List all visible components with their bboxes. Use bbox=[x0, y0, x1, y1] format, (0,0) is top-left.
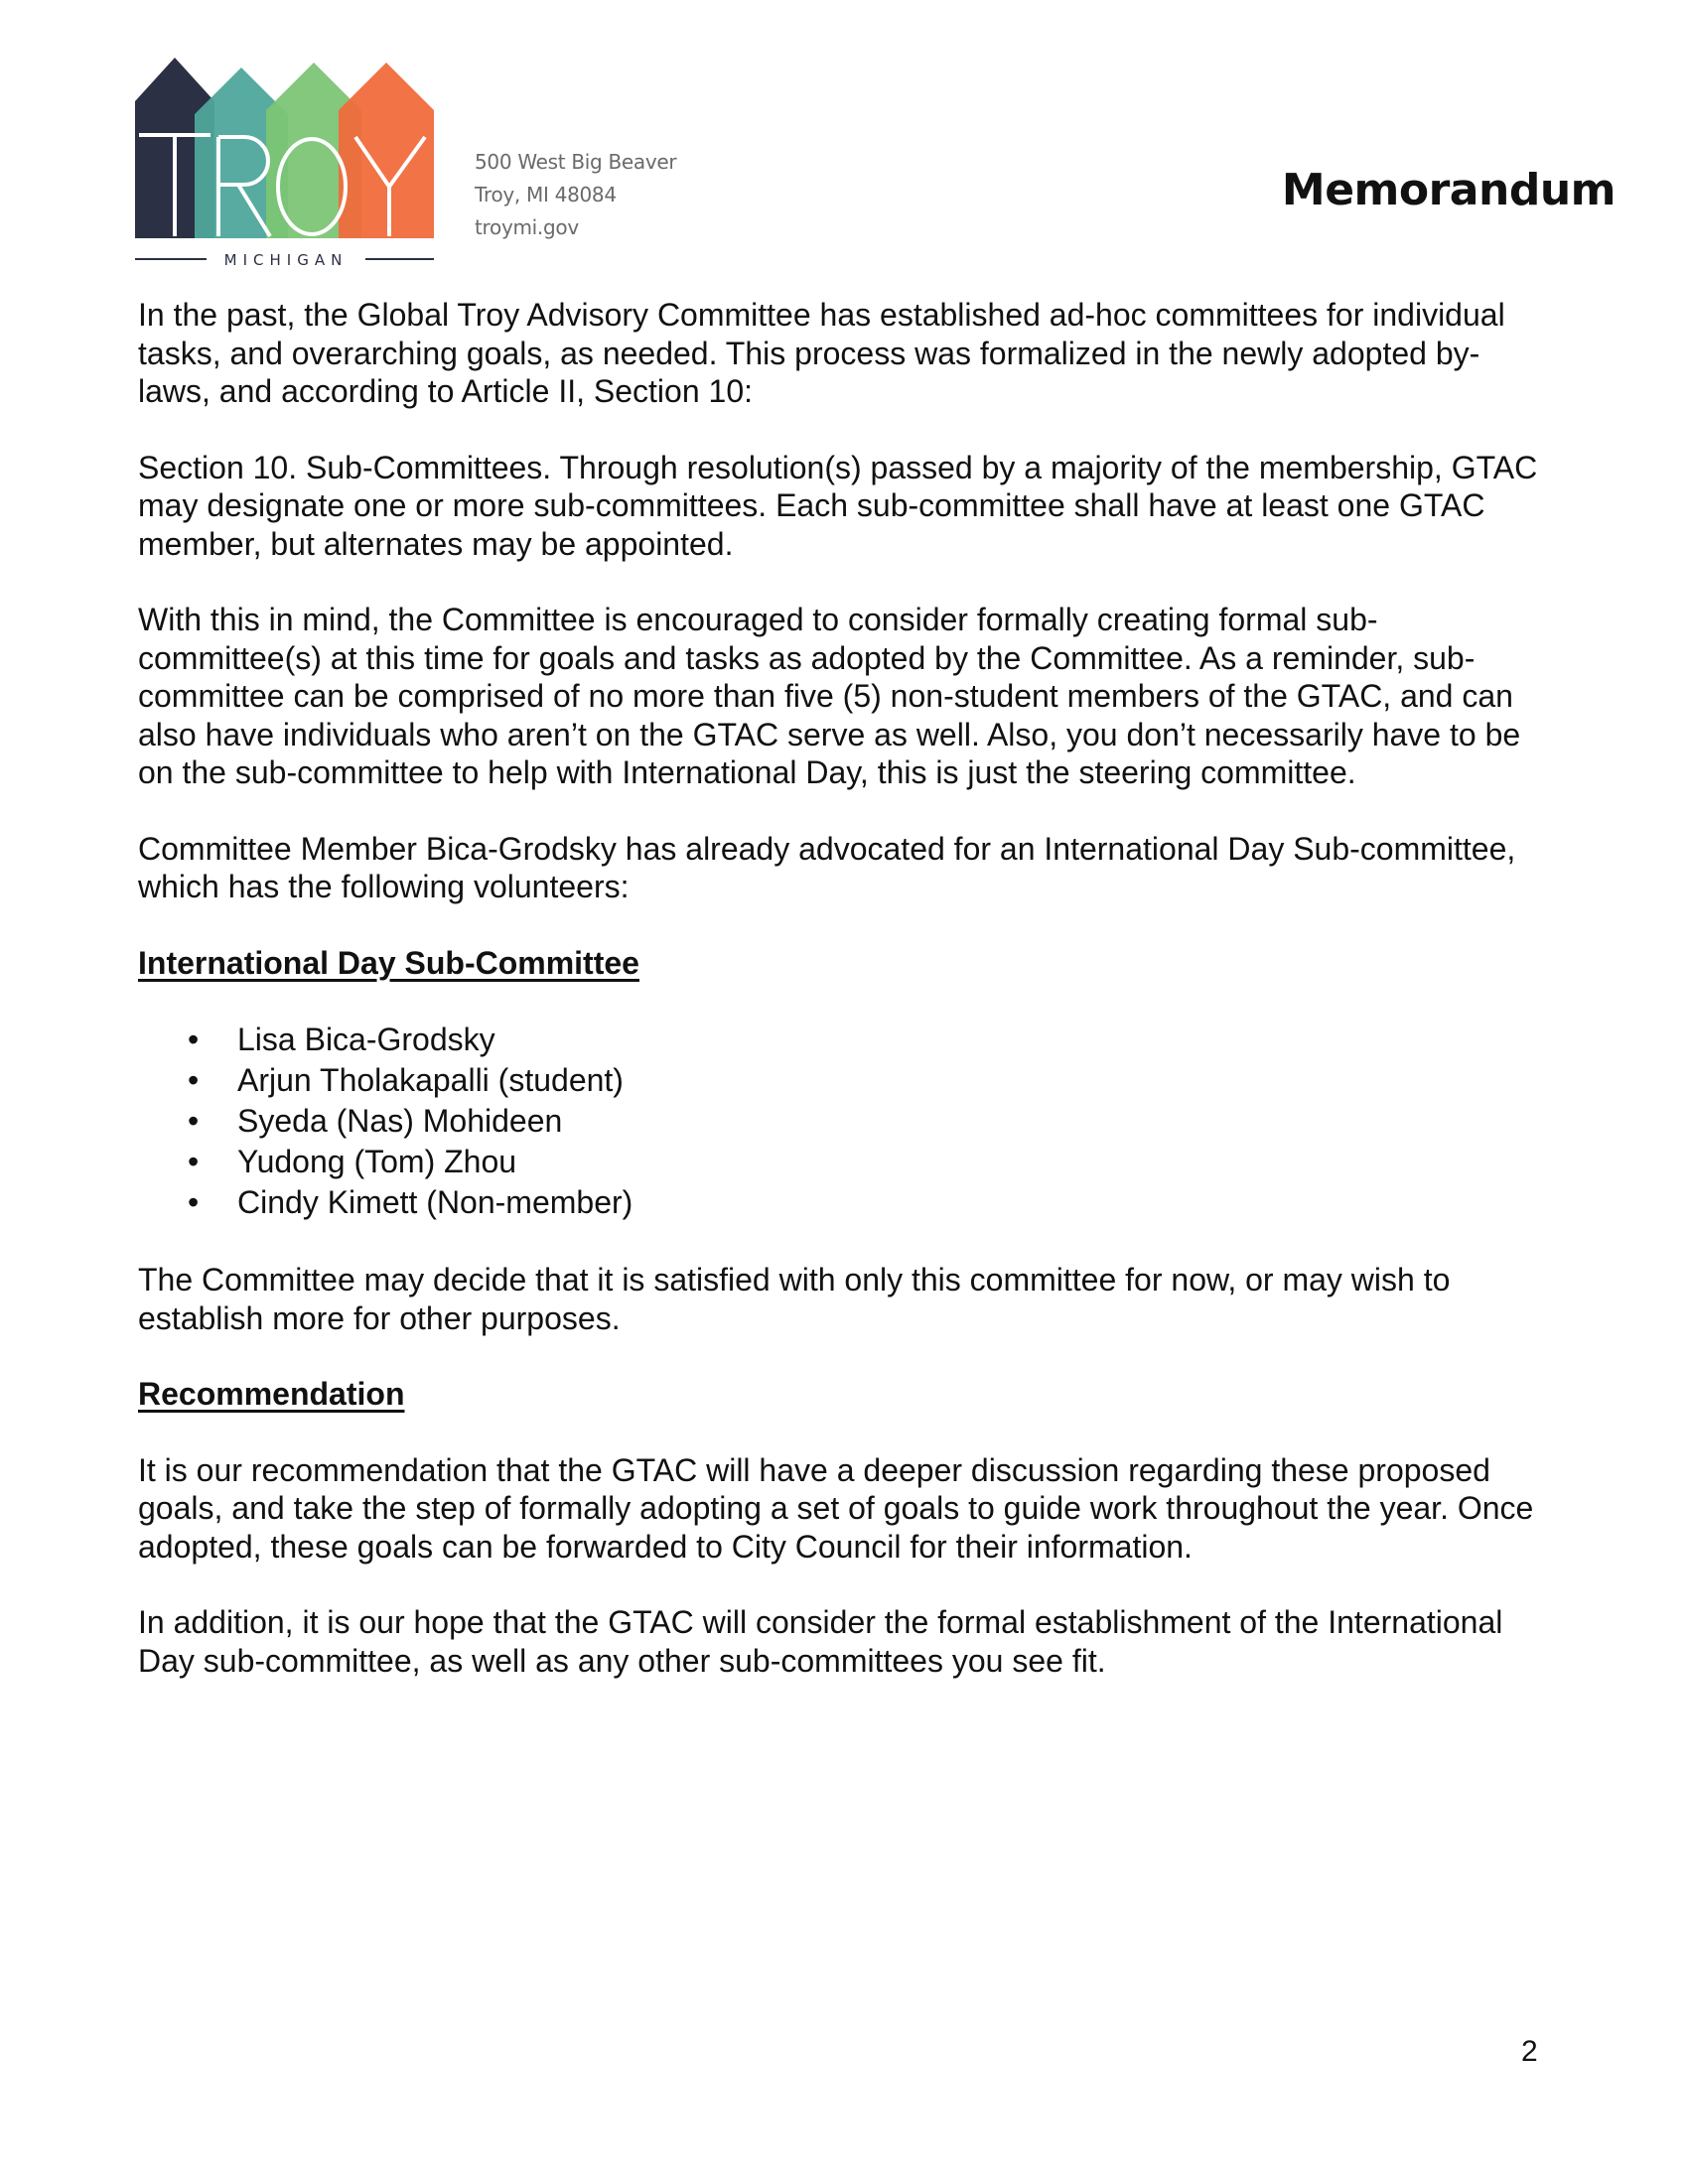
page-number: 2 bbox=[1521, 2035, 1538, 2068]
troy-michigan-logo bbox=[135, 58, 453, 272]
paragraph-volunteers-intro: Committee Member Bica-Grodsky has already advocated for an International Day Sub-committee, which has the following volunteers: bbox=[138, 830, 1516, 904]
volunteer-name: Arjun Tholakapalli (student) bbox=[237, 1062, 624, 1098]
volunteer-list bbox=[138, 1020, 1548, 1223]
address-line-street: 500 West Big Beaver bbox=[475, 150, 677, 174]
bullet-icon: • bbox=[188, 1103, 200, 1139]
address-line-city: Troy, MI 48084 bbox=[475, 183, 617, 206]
volunteer-name: Cindy Kimett (Non-member) bbox=[237, 1184, 633, 1220]
heading-recommendation: Recommendation bbox=[138, 1376, 405, 1412]
logo-michigan-text: MICHIGAN bbox=[223, 251, 349, 269]
volunteer-name: Lisa Bica-Grodsky bbox=[237, 1022, 495, 1057]
address-block bbox=[475, 146, 676, 244]
volunteer-name: Syeda (Nas) Mohideen bbox=[237, 1103, 563, 1139]
heading-international-day: International Day Sub-Committee bbox=[138, 944, 639, 981]
list-item bbox=[138, 1142, 1548, 1182]
memo-title: Memorandum bbox=[1281, 165, 1616, 215]
list-item bbox=[138, 1060, 1548, 1101]
list-item bbox=[138, 1020, 1548, 1060]
address-line-website: troymi.gov bbox=[475, 215, 579, 239]
bylaws-quote: Section 10. Sub-Committees. Through resolution(s) passed by a majority of the membership, GTAC may designate one or more sub-committees. Each sub-committee shall have at least one GTAC member, but alternates may be appointed. bbox=[138, 449, 1538, 562]
list-item bbox=[138, 1182, 1548, 1223]
bullet-icon: • bbox=[188, 1184, 200, 1220]
bullet-icon: • bbox=[188, 1062, 200, 1098]
bullet-icon: • bbox=[188, 1144, 200, 1179]
volunteer-name: Yudong (Tom) Zhou bbox=[237, 1144, 517, 1179]
logo-house-orange bbox=[339, 63, 434, 238]
intro-paragraph: In the past, the Global Troy Advisory Committee has established ad-hoc committees for individual tasks, and overarching goals, as needed. This process was formalized in the newly adopted by-laws, and according to Article II, Section 10: bbox=[138, 297, 1505, 409]
bullet-icon: • bbox=[188, 1022, 200, 1057]
paragraph-addition: In addition, it is our hope that the GTAC will consider the formal establishment of the International Day sub-committee, as well as any other sub-committees you see fit. bbox=[138, 1604, 1503, 1679]
list-item bbox=[138, 1101, 1548, 1142]
memo-body bbox=[138, 296, 1548, 1717]
paragraph-recommendation: It is our recommendation that the GTAC will have a deeper discussion regarding these proposed goals, and take the step of formally adopting a set of goals to guide work throughout the year. Once adopted, these goals can be forwarded to City Council for their information. bbox=[138, 1451, 1534, 1565]
paragraph-committee-decision: The Committee may decide that it is satisfied with only this committee for now, or may wish to establish more for other purposes. bbox=[138, 1262, 1451, 1336]
paragraph-subcommittee-encouragement: With this in mind, the Committee is encouraged to consider formally creating formal sub-committee(s) at this time for goals and tasks as adopted by the Committee. As a reminder, sub-committee can be comprised of no more than five (5) non-student members of the GTAC, and can also have individuals who aren’t on the GTAC serve as well. Also, you don’t necessarily have to be on the sub-committee to help with International Day, this is just the steering committee. bbox=[138, 602, 1521, 790]
